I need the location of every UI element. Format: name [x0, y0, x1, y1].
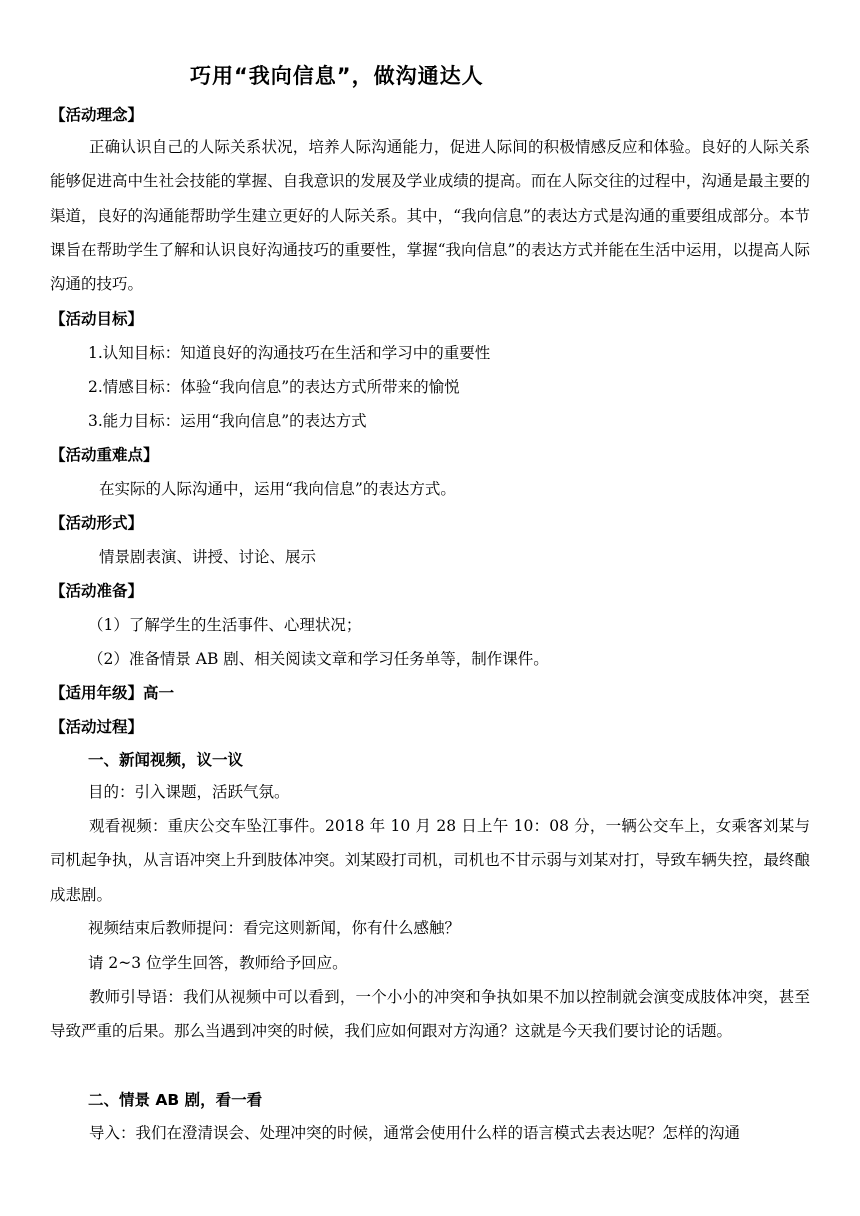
part1-purpose: 目的：引入课题，活跃气氛。 — [88, 783, 290, 801]
part2-heading: 二、情景 AB 剧，看一看 — [88, 1091, 263, 1109]
part2-intro: 导入：我们在澄清误会、处理冲突的时候，通常会使用什么样的语言模式去表达呢？怎样的沟通 — [89, 1124, 741, 1142]
form-heading: 【活动形式】 — [50, 514, 144, 532]
form-text: 情景剧表演、讲授、讨论、展示 — [99, 548, 317, 566]
part1-answer: 请 2~3 位学生回答，教师给予回应。 — [88, 954, 348, 972]
concept-heading: 【活动理念】 — [50, 106, 144, 124]
process-heading: 【活动过程】 — [50, 718, 144, 736]
goal-item-1: 1.认知目标：知道良好的沟通技巧在生活和学习中的重要性 — [88, 344, 491, 362]
goal-item-3: 3.能力目标：运用“我向信息”的表达方式 — [88, 412, 367, 430]
part1-guide-paragraph: 教师引导语：我们从视频中可以看到，一个小小的冲突和争执如果不加以控制就会演变成肢体冲突，甚至导致严重的后果。那么当遇到冲突的时候，我们应如何跟对方沟通？这就是今天我们要讨论的话题。 — [50, 988, 810, 1041]
preparation-heading: 【活动准备】 — [50, 582, 144, 600]
concept-paragraph: 正确认识自己的人际关系状况，培养人际沟通能力，促进人际间的积极情感反应和体验。良好的人际关系能够促进高中生社会技能的掌握、自我意识的发展及学业成绩的提高。而在人际交往的过程中，沟通是最主要的渠道，良好的沟通能帮助学生建立更好的人际关系。其中，“我向信息”的表达方式是沟通的重要组成部分。本节课旨在帮助学生了解和认识良好沟通技巧的重要性，掌握“我向信息”的表达方式并能在生活中运用，以提高人际沟通的技巧。 — [50, 138, 810, 294]
goal-item-2: 2.情感目标：体验“我向信息”的表达方式所带来的愉悦 — [88, 378, 460, 396]
key-points-text: 在实际的人际沟通中，运用“我向信息”的表达方式。 — [99, 480, 456, 498]
key-points-heading: 【活动重难点】 — [50, 446, 159, 464]
goals-heading: 【活动目标】 — [50, 310, 144, 328]
part1-video-paragraph: 观看视频：重庆公交车坠江事件。2018 年 10 月 28 日上午 10：08 分，一辆公交车上，女乘客刘某与司机起争执，从言语冲突上升到肢体冲突。刘某殴打司机，司机也不甘示弱与刘某对打，导致车辆失控，最终酿成悲剧。 — [50, 817, 810, 904]
part1-heading: 一、新闻视频，议一议 — [88, 751, 244, 769]
grade-heading: 【适用年级】高一 — [50, 684, 175, 702]
preparation-item-1: （1）了解学生的生活事件、心理状况； — [88, 616, 362, 634]
part1-question: 视频结束后教师提问：看完这则新闻，你有什么感触？ — [88, 919, 461, 937]
document-title: 巧用“我向信息”，做沟通达人 — [190, 64, 484, 88]
preparation-item-2: （2）准备情景 AB 剧、相关阅读文章和学习任务单等，制作课件。 — [88, 650, 549, 668]
